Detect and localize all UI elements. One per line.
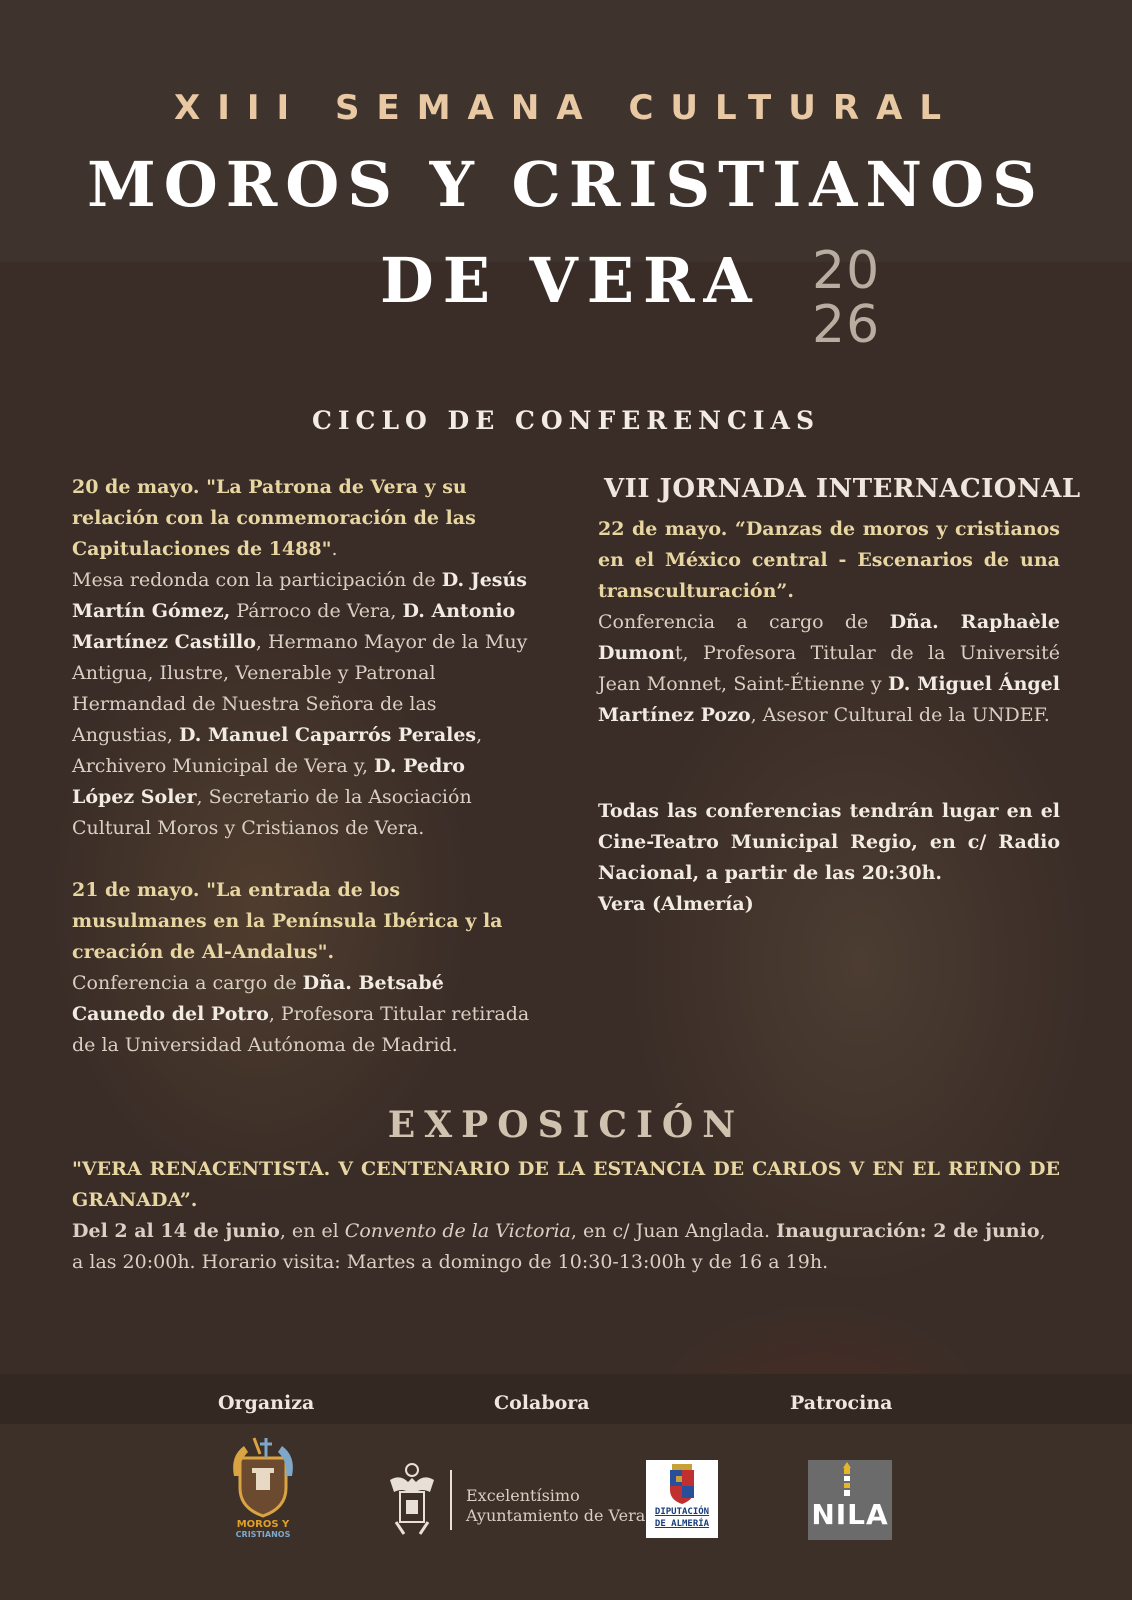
nila-logo <box>808 1460 892 1540</box>
shield-icon <box>226 1436 300 1520</box>
coat-of-arms-icon <box>646 1460 718 1506</box>
speaker: D. Antonio Martínez Castillo <box>72 600 516 653</box>
left-column <box>72 472 532 1061</box>
speaker: D. Jesús Martín Gómez, <box>72 569 528 622</box>
logo-divider <box>450 1470 452 1530</box>
speaker: Dña. Raphaèle Dumon <box>598 611 1060 664</box>
colabora-label: Colabora <box>494 1392 590 1414</box>
jornada-heading: VII JORNADA INTERNACIONAL <box>604 474 1081 504</box>
event-title-line2: DE VERA <box>380 244 761 317</box>
venue-city: Vera (Almería) <box>598 893 754 915</box>
year-top: 20 <box>812 241 881 301</box>
exposicion-title: "VERA RENACENTISTA. V CENTENARIO DE LA ESTANCIA DE CARLOS V EN EL REINO DE GRANADA”. <box>72 1158 1060 1211</box>
ciclo-heading: CICLO DE CONFERENCIAS <box>311 406 821 435</box>
conference-3: 22 de mayo. “Danzas de moros y cristianos en el México central - Escenarios de una transculturación”. Conferencia a cargo de Dña. Raphaèle Dumont, Profesora Titular de la Université Jean Monnet, Saint-Étienne y D. Miguel Ángel Martínez Pozo, Asesor Cultural de la UNDEF. <box>598 518 1060 726</box>
conference-2-date: 21 de mayo <box>72 879 193 901</box>
venue-note: Todas las conferencias tendrán lugar en el Cine-Teatro Municipal Regio, en c/ Radio Nacional, a partir de las 20:30h. Vera (Almería) <box>598 800 1060 915</box>
speaker: D. Miguel Ángel Martínez Pozo <box>598 673 1060 726</box>
conference-2-title: . "La entrada de los musulmanes en la Península Ibérica y la creación de Al-Andalus". <box>72 879 503 963</box>
conference-2: 21 de mayo. "La entrada de los musulmanes en la Península Ibérica y la creación de Al-Andalus". Conferencia a cargo de Dña. Betsabé Caunedo del Potro, Profesora Titular retirada de la Universidad Autónoma de Madrid. <box>72 879 530 1056</box>
speaker: Dña. Betsabé Caunedo del Potro <box>72 972 444 1025</box>
organiza-label: Organiza <box>218 1392 315 1414</box>
event-title-line1: MOROS Y CRISTIANOS <box>87 148 1045 221</box>
header-band <box>0 0 1132 262</box>
event-year <box>812 241 892 355</box>
conference-1-title: 20 de mayo. "La Patrona de Vera y su relación con la conmemoración de las Capitulaciones de 1488" <box>72 476 476 560</box>
ayuntamiento-vera-text: Excelentísimo Ayuntamiento de Vera <box>466 1486 646 1525</box>
diputacion-almeria-logo <box>646 1460 718 1538</box>
conference-1: 20 de mayo. "La Patrona de Vera y su relación con la conmemoración de las Capitulaciones de 1488". Mesa redonda con la participación de D. Jesús Martín Gómez, Párroco de Vera, D. Antonio Martínez Castillo, Hermano Mayor de la Muy Antigua, Ilustre, Venerable y Patronal Hermandad de Nuestra Señora de las Angustias, D. Manuel Caparrós Perales, Archivero Municipal de Vera y, D. Pedro López Soler, Secretario de la Asociación Cultural Moros y Cristianos de Vera. <box>72 476 528 839</box>
exposicion-heading: EXPOSICIÓN <box>387 1104 745 1146</box>
moros-cristianos-logo <box>226 1436 300 1539</box>
speaker: D. Manuel Caparrós Perales <box>178 724 477 746</box>
ayuntamiento-vera-crest <box>386 1462 438 1536</box>
conference-3-title: 22 de mayo. “Danzas de moros y cristianos en el México central - Escenarios de una transculturación”. <box>598 518 1060 602</box>
eagle-crest-icon <box>386 1462 438 1536</box>
lighthouse-icon <box>808 1460 892 1500</box>
year-bottom: 26 <box>812 295 881 355</box>
diputacion-text: DIPUTACIÓN DE ALMERÍA <box>654 1507 710 1529</box>
moros-logo-text: MOROS Y CRISTIANOS <box>235 1519 291 1539</box>
exposicion-details: Del 2 al 14 de junio, en el Convento de la Victoria, en c/ Juan Anglada. Inauguración: 2 de junio, a las 20:00h. Horario visita: Martes a domingo de 10:30-13:00h y de 16 a 19h. <box>72 1220 1046 1273</box>
nila-text: NILA <box>811 1498 889 1531</box>
exposicion-body <box>72 1154 1060 1278</box>
event-subtitle: XIII SEMANA CULTURAL <box>173 88 959 128</box>
patrocina-label: Patrocina <box>790 1392 893 1414</box>
speaker: D. Pedro López Soler <box>72 755 465 808</box>
